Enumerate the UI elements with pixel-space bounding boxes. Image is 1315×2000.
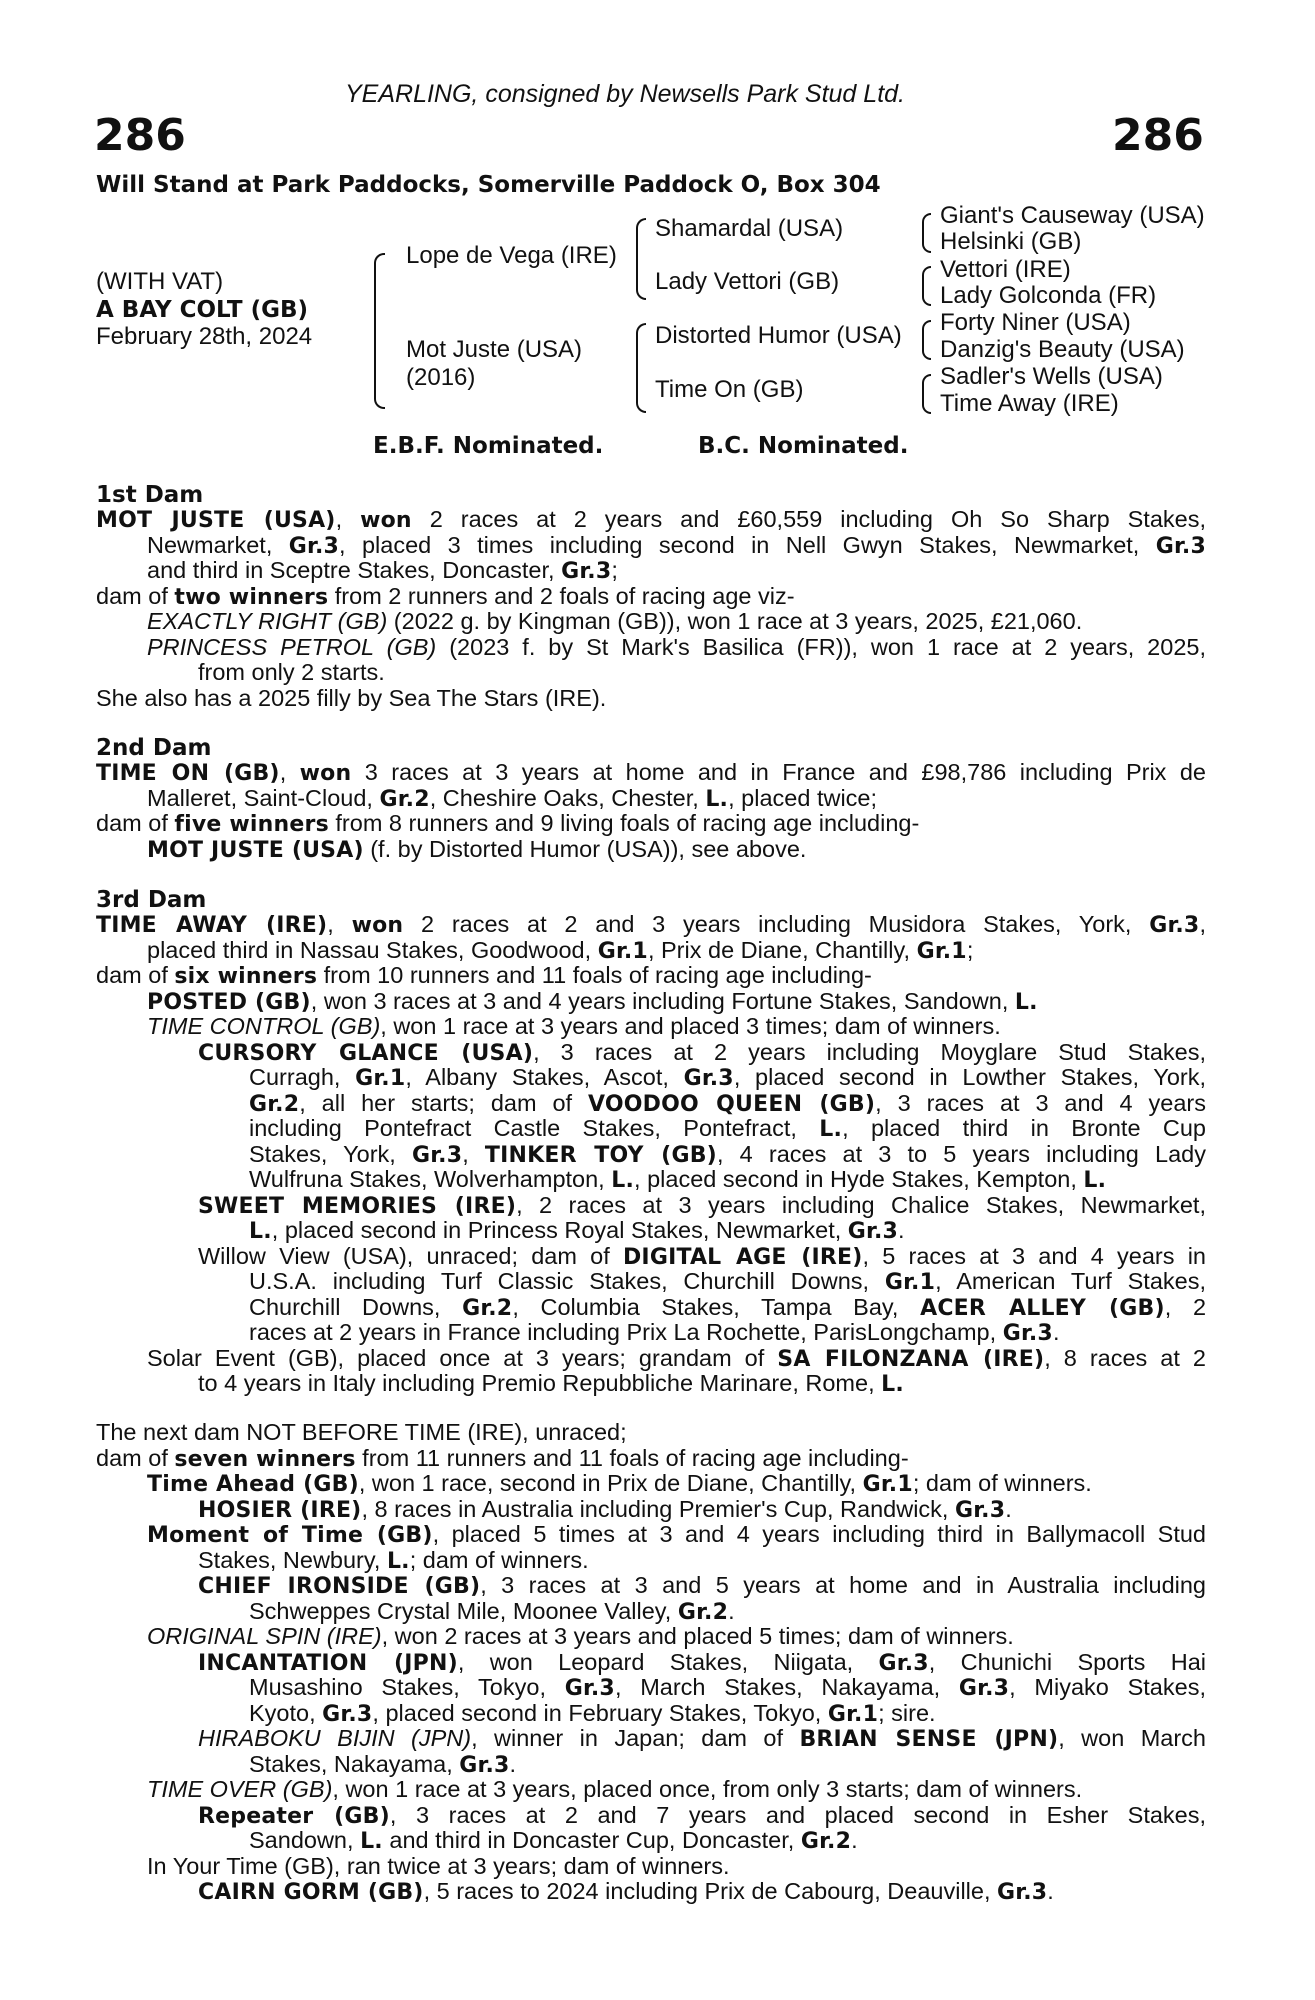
third-dam-section (96, 912, 1206, 1397)
brace-sire (636, 218, 646, 300)
line: The next dam NOT BEFORE TIME (IRE), unraced; (96, 1419, 627, 1445)
foaling-date: February 28th, 2024 (96, 323, 313, 350)
grandsire-3: Forty Niner (USA) (940, 309, 1131, 336)
produce-row: HIRABOKU BIJIN (JPN), winner in Japan; dam of BRIAN SENSE (JPN), won March (198, 1725, 1206, 1752)
line: Stakes, York, Gr.3, TINKER TOY (GB), 4 races at 3 to 5 years including Lady (249, 1140, 1206, 1168)
line: Schweppes Crystal Mile, Moonee Valley, Gr.2. (249, 1597, 735, 1625)
produce-row: TIME OVER (GB), won 1 race at 3 years, placed once, from only 3 starts; dam of winners. (147, 1776, 1083, 1802)
produce-row: ORIGINAL SPIN (IRE), won 2 races at 3 years and placed 5 times; dam of winners. (147, 1623, 1014, 1649)
brace-g4 (922, 374, 931, 414)
line: dam of seven winners from 11 runners and 11 foals of racing age including- (96, 1444, 909, 1472)
line: Kyoto, Gr.3, placed second in February Stakes, Tokyo, Gr.1; sire. (249, 1699, 936, 1727)
grandsire-4: Sadler's Wells (USA) (940, 363, 1163, 390)
produce-row: CAIRN GORM (GB), 5 races to 2024 including Prix de Cabourg, Deauville, Gr.3. (198, 1878, 1054, 1905)
line: from only 2 starts. (198, 659, 385, 685)
line: TIME ON (GB), won 3 races at 3 years at home and in France and £98,786 including Prix de (96, 759, 1206, 786)
line: Stakes, Nakayama, Gr.3. (249, 1750, 517, 1778)
second-dam-title: 2nd Dam (96, 735, 212, 761)
produce-row: CHIEF IRONSIDE (GB), 3 races at 3 and 5 years at home and in Australia including (198, 1572, 1206, 1599)
line: U.S.A. including Turf Classic Stakes, Churchill Downs, Gr.1, American Turf Stakes, (249, 1268, 1206, 1295)
produce-row: Willow View (USA), unraced; dam of DIGITAL AGE (IRE), 5 races at 3 and 4 years in (198, 1242, 1206, 1270)
produce-row: Moment of Time (GB), placed 5 times at 3 and 4 years including third in Ballymacoll Stud (147, 1521, 1206, 1548)
sire-dam: Lady Vettori (GB) (655, 268, 840, 295)
produce-row: Time Ahead (GB), won 1 race, second in Prix de Diane, Chantilly, Gr.1; dam of winners. (147, 1470, 1092, 1497)
granddam-1: Helsinki (GB) (940, 228, 1082, 255)
line: MOT JUSTE (USA), won 2 races at 2 years and £60,559 including Oh So Sharp Stakes, (96, 506, 1207, 533)
line: Malleret, Saint-Cloud, Gr.2, Cheshire Oaks, Chester, L., placed twice; (147, 784, 878, 812)
granddam-3: Danzig's Beauty (USA) (940, 336, 1185, 363)
first-dam-section (96, 507, 1206, 711)
brace-g3 (922, 320, 931, 360)
line: dam of five winners from 8 runners and 9 living foals of racing age including- (96, 810, 920, 837)
line: Churchill Downs, Gr.2, Columbia Stakes, Tampa Bay, ACER ALLEY (GB), 2 (249, 1293, 1207, 1321)
produce-row: Solar Event (GB), placed once at 3 years; grandam of SA FILONZANA (IRE), 8 races at 2 (147, 1344, 1206, 1372)
line: Musashino Stakes, Tokyo, Gr.3, March Stakes, Nakayama, Gr.3, Miyako Stakes, (249, 1674, 1206, 1701)
horse-name: A BAY COLT (GB) (96, 297, 309, 323)
line: TIME AWAY (IRE), won 2 races at 2 and 3 years including Musidora Stakes, York, Gr.3, (96, 911, 1206, 938)
line: L., placed second in Princess Royal Stakes, Newmarket, Gr.3. (249, 1217, 905, 1244)
first-dam-title: 1st Dam (96, 482, 204, 508)
produce-row: HOSIER (IRE), 8 races in Australia including Premier's Cup, Randwick, Gr.3. (198, 1495, 1012, 1523)
bc-nominated: B.C. Nominated. (698, 433, 909, 459)
line: dam of six winners from 10 runners and 11 foals of racing age including- (96, 962, 872, 989)
line: Gr.2, all her starts; dam of VOODOO QUEEN (GB), 3 races at 3 and 4 years (249, 1089, 1206, 1117)
produce-row: MOT JUSTE (USA) (f. by Distorted Humor (USA)), see above. (147, 835, 807, 863)
line: and third in Sceptre Stakes, Doncaster, Gr.3; (147, 557, 618, 584)
second-dam-section (96, 760, 1206, 862)
vat-note: (WITH VAT) (96, 268, 224, 295)
produce-row: PRINCESS PETROL (GB) (2023 f. by St Mark's Basilica (FR)), won 1 race at 2 years, 2025, (147, 633, 1206, 660)
dam: Mot Juste (USA) (406, 336, 583, 363)
grandsire-2: Vettori (IRE) (940, 256, 1071, 283)
brace-g2 (922, 266, 931, 306)
dam-dam: Time On (GB) (655, 376, 804, 403)
produce-row: EXACTLY RIGHT (GB) (2022 g. by Kingman (GB)), won 1 race at 3 years, 2025, £21,060. (147, 608, 1083, 634)
line: Stakes, Newbury, L.; dam of winners. (198, 1546, 589, 1574)
granddam-2: Lady Golconda (FR) (940, 282, 1157, 309)
third-dam-title: 3rd Dam (96, 887, 207, 913)
granddam-4: Time Away (IRE) (940, 390, 1119, 417)
line: placed third in Nassau Stakes, Goodwood, Gr.1, Prix de Diane, Chantilly, Gr.1; (147, 936, 974, 964)
next-dam-section (96, 1420, 1206, 1905)
line: to 4 years in Italy including Premio Repubbliche Marinare, Rome, L. (198, 1370, 904, 1397)
brace-dam (636, 323, 646, 413)
produce-row: SWEET MEMORIES (IRE), 2 races at 3 years including Chalice Stakes, Newmarket, (198, 1191, 1206, 1219)
lot-number-left: 286 (94, 110, 186, 161)
ebf-nominated: E.B.F. Nominated. (373, 433, 604, 459)
consignor-line: YEARLING, consigned by Newsells Park Stud Ltd. (345, 80, 905, 108)
line: She also has a 2025 filly by Sea The Stars (IRE). (96, 684, 607, 711)
stand-location: Will Stand at Park Paddocks, Somerville Paddock O, Box 304 (96, 172, 881, 198)
won-label: won (360, 508, 412, 533)
brace-gen1 (374, 253, 385, 409)
line: Curragh, Gr.1, Albany Stakes, Ascot, Gr.3, placed second in Lowther Stakes, York, (249, 1064, 1206, 1091)
line: Newmarket, Gr.3, placed 3 times including second in Nell Gwyn Stakes, Newmarket, Gr.3 (147, 531, 1206, 559)
dam-year: (2016) (406, 364, 476, 391)
brace-g1 (922, 213, 931, 253)
lot-number-right: 286 (1112, 110, 1204, 161)
line: including Pontefract Castle Stakes, Pontefract, L., placed third in Bronte Cup (249, 1115, 1206, 1142)
dam-name: MOT JUSTE (USA) (96, 508, 336, 533)
line: Sandown, L. and third in Doncaster Cup, Doncaster, Gr.2. (249, 1827, 858, 1854)
sire-sire: Shamardal (USA) (655, 215, 844, 242)
dam-sire: Distorted Humor (USA) (655, 322, 902, 349)
produce-row: TIME CONTROL (GB), won 1 race at 3 years and placed 3 times; dam of winners. (147, 1013, 1001, 1039)
produce-row: INCANTATION (JPN), won Leopard Stakes, Niigata, Gr.3, Chunichi Sports Hai (198, 1648, 1206, 1676)
produce-row: CURSORY GLANCE (USA), 3 races at 2 years including Moyglare Stud Stakes, (198, 1038, 1206, 1066)
line: dam of two winners from 2 runners and 2 foals of racing age viz- (96, 582, 795, 610)
line: Wulfruna Stakes, Wolverhampton, L., placed second in Hyde Stakes, Kempton, L. (249, 1166, 1107, 1193)
produce-row: In Your Time (GB), ran twice at 3 years; dam of winners. (147, 1852, 730, 1879)
grandsire-1: Giant's Causeway (USA) (940, 202, 1205, 229)
sire: Lope de Vega (IRE) (406, 242, 617, 269)
produce-row: POSTED (GB), won 3 races at 3 and 4 years including Fortune Stakes, Sandown, L. (147, 987, 1038, 1015)
produce-row: Repeater (GB), 3 races at 2 and 7 years and placed second in Esher Stakes, (198, 1801, 1207, 1829)
line: races at 2 years in France including Prix La Rochette, ParisLongchamp, Gr.3. (249, 1319, 1060, 1346)
